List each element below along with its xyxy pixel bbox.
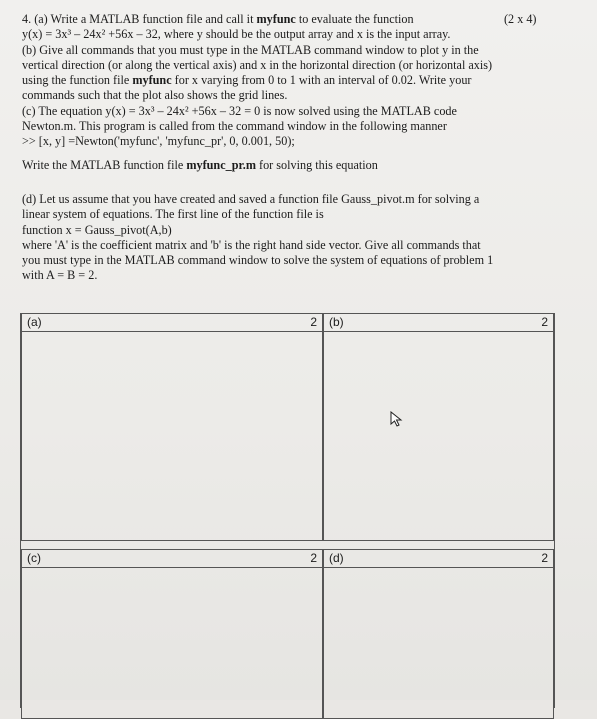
answer-box-label: (d) (329, 551, 344, 565)
question-c-line-2: Newton.m. This program is called from the command window in the following manner (22, 119, 447, 134)
question-d-line-5: you must type in the MATLAB command window to solve the system of equations of problem 1 (22, 253, 494, 268)
answer-box-b[interactable] (323, 313, 554, 541)
function-name-myfunc-pr: myfunc_pr.m (186, 157, 256, 172)
answer-box-label: (a) (27, 315, 42, 329)
question-b-line-3 (22, 73, 542, 88)
function-name-myfunc: myfunc (256, 12, 296, 26)
question-b-line-1: (b) Give all commands that you must type in the MATLAB command window to plot y in the (22, 42, 479, 57)
question-a-line-1 (22, 12, 542, 27)
question-b-line-4: commands such that the plot also shows the grid lines. (22, 88, 288, 103)
text-fragment: 4. (a) Write a MATLAB function file and call it (22, 12, 257, 26)
text-fragment: for solving this equation (255, 157, 378, 172)
text-fragment: Write the MATLAB function file (22, 157, 187, 172)
spacer (22, 173, 542, 192)
question-c-line-1: (c) The equation y(x) = 3x³ – 24x² +56x – 32 = 0 is now solved using the MATLAB code (22, 103, 457, 118)
question-d-line-4: where 'A' is the coefficient matrix and 'b' is the right hand side vector. Give all commands that (22, 237, 481, 252)
answer-box-label: (b) (329, 315, 344, 329)
question-a-line-2: y(x) = 3x³ – 24x² +56x – 32, where y should be the output array and x is the input array. (22, 27, 451, 42)
function-name-myfunc: myfunc (132, 73, 172, 88)
spacer (22, 150, 542, 158)
answer-box-a[interactable] (21, 313, 323, 541)
question-text (22, 12, 542, 284)
answer-box-label: (c) (27, 551, 41, 565)
text-fragment: for x varying from 0 to 1 with an interval of 0.02. Write your (171, 73, 472, 88)
text-fragment: using the function file (22, 73, 133, 88)
answer-box-points: 2 (541, 551, 548, 565)
mouse-pointer-icon (390, 411, 404, 427)
marks-label: (2 x 4) (504, 12, 537, 26)
question-d-line-3: function x = Gauss_pivot(A,b) (22, 222, 172, 237)
question-d-line-2: linear system of equations. The first line of the function file is (22, 207, 324, 222)
answer-box-header (324, 550, 553, 568)
question-d-line-1: (d) Let us assume that you have created and saved a function file Gauss_pivot.m for solving a (22, 191, 480, 206)
answer-box-c[interactable] (21, 549, 323, 719)
question-b-line-2: vertical direction (or along the vertical axis) and x in the horizontal direction (or horizontal axis) (22, 57, 493, 72)
answer-grid (20, 313, 555, 708)
answer-box-header (324, 314, 553, 332)
answer-box-points: 2 (541, 315, 548, 329)
answer-box-points: 2 (310, 315, 317, 329)
question-d-line-6: with A = B = 2. (22, 268, 98, 283)
answer-box-header (22, 550, 322, 568)
question-c-line-4 (22, 158, 542, 173)
text-fragment: to evaluate the function (295, 12, 414, 26)
answer-box-d[interactable] (323, 549, 554, 719)
answer-box-header (22, 314, 322, 332)
answer-box-points: 2 (310, 551, 317, 565)
question-c-line-3: >> [x, y] =Newton('myfunc', 'myfunc_pr', 0, 0.001, 50); (22, 134, 295, 149)
